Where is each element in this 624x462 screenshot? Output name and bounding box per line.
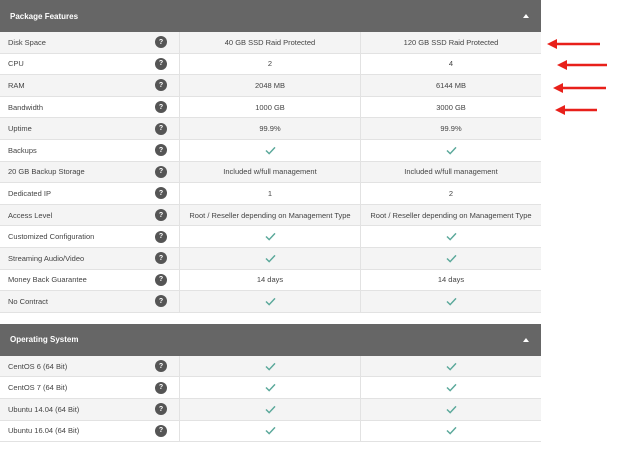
feature-label: Access Level — [8, 210, 53, 220]
feature-label: Money Back Guarantee — [8, 275, 87, 285]
checkmark-icon — [265, 383, 276, 392]
feature-label: Disk Space — [8, 37, 46, 47]
table-row — [0, 32, 541, 54]
plan-2-value — [361, 377, 541, 398]
checkmark-icon — [446, 383, 457, 392]
checkmark-icon — [446, 297, 457, 306]
feature-label: CPU — [8, 59, 24, 69]
feature-label: Dedicated IP — [8, 188, 51, 198]
plan-2-value — [361, 54, 541, 75]
value-text: 120 GB SSD Raid Protected — [403, 37, 499, 47]
checkmark-icon — [446, 254, 457, 263]
plan-2-value — [361, 248, 541, 269]
value-text: 40 GB SSD Raid Protected — [224, 37, 316, 47]
help-question-icon[interactable]: ? — [155, 209, 167, 221]
red-arrow-icon — [555, 58, 624, 72]
plan-1-value — [180, 32, 361, 53]
value-text: 14 days — [437, 275, 465, 285]
checkmark-icon — [265, 426, 276, 435]
plan-2-value — [361, 205, 541, 226]
plan-2-value — [361, 421, 541, 442]
plan-1-value — [180, 162, 361, 183]
table-row — [0, 291, 541, 313]
table-row — [0, 377, 541, 399]
feature-cell — [0, 377, 180, 398]
feature-cell — [0, 32, 180, 53]
help-question-icon[interactable]: ? — [155, 403, 167, 415]
feature-cell — [0, 162, 180, 183]
help-question-icon[interactable]: ? — [155, 101, 167, 113]
feature-cell — [0, 399, 180, 420]
feature-label: CentOS 7 (64 Bit) — [8, 383, 68, 393]
plan-2-value — [361, 140, 541, 161]
help-question-icon[interactable]: ? — [155, 187, 167, 199]
plan-1-value — [180, 248, 361, 269]
plan-1-value — [180, 118, 361, 139]
table-row — [0, 248, 541, 270]
feature-cell — [0, 248, 180, 269]
feature-label: Uptime — [8, 124, 32, 134]
value-text: 4 — [448, 59, 454, 69]
plan-2-value — [361, 291, 541, 312]
checkmark-icon — [265, 232, 276, 241]
feature-label: RAM — [8, 80, 25, 90]
plan-1-value — [180, 270, 361, 291]
table-row — [0, 399, 541, 421]
checkmark-icon — [446, 232, 457, 241]
help-question-icon[interactable]: ? — [155, 79, 167, 91]
feature-cell — [0, 291, 180, 312]
section-header[interactable] — [0, 324, 541, 356]
value-text: Included w/full management — [223, 167, 317, 177]
help-question-icon[interactable]: ? — [155, 360, 167, 372]
feature-label: Ubuntu 16.04 (64 Bit) — [8, 426, 80, 436]
checkmark-icon — [446, 362, 457, 371]
red-arrow-icon — [553, 103, 623, 117]
feature-label: Backups — [8, 145, 37, 155]
checkmark-icon — [265, 297, 276, 306]
value-text: 99.9% — [440, 124, 462, 134]
feature-cell — [0, 54, 180, 75]
plan-2-value — [361, 97, 541, 118]
table-row — [0, 162, 541, 184]
plan-1-value — [180, 54, 361, 75]
plan-1-value — [180, 75, 361, 96]
table-row — [0, 356, 541, 378]
plan-1-value — [180, 205, 361, 226]
feature-cell — [0, 226, 180, 247]
feature-cell — [0, 97, 180, 118]
table-row — [0, 226, 541, 248]
section-header[interactable] — [0, 0, 541, 32]
help-question-icon[interactable]: ? — [155, 382, 167, 394]
plan-2-value — [361, 32, 541, 53]
feature-cell — [0, 270, 180, 291]
value-text: 1 — [267, 188, 273, 198]
feature-label: Streaming Audio/Video — [8, 253, 85, 263]
table-row — [0, 140, 541, 162]
help-question-icon[interactable]: ? — [155, 252, 167, 264]
plan-2-value — [361, 183, 541, 204]
plan-1-value — [180, 421, 361, 442]
value-text: 1000 GB — [255, 102, 285, 112]
value-text: 6144 MB — [435, 80, 467, 90]
value-text: 2 — [267, 59, 273, 69]
feature-label: No Contract — [8, 296, 49, 306]
help-question-icon[interactable]: ? — [155, 231, 167, 243]
plan-1-value — [180, 97, 361, 118]
table-row — [0, 205, 541, 227]
help-question-icon[interactable]: ? — [155, 274, 167, 286]
checkmark-icon — [265, 362, 276, 371]
plan-2-value — [361, 356, 541, 377]
value-text: 2048 MB — [254, 80, 286, 90]
table-row — [0, 75, 541, 97]
collapse-caret-icon[interactable] — [523, 14, 529, 18]
value-text: Root / Reseller depending on Management Type — [370, 210, 532, 220]
value-text: 3000 GB — [436, 102, 466, 112]
plan-1-value — [180, 226, 361, 247]
feature-cell — [0, 421, 180, 442]
feature-label: CentOS 6 (64 Bit) — [8, 361, 68, 371]
plan-1-value — [180, 377, 361, 398]
feature-label: Bandwidth — [8, 102, 44, 112]
checkmark-icon — [446, 405, 457, 414]
plan-1-value — [180, 140, 361, 161]
plan-1-value — [180, 356, 361, 377]
plan-2-value — [361, 270, 541, 291]
red-arrow-icon — [545, 37, 615, 51]
table-row — [0, 54, 541, 76]
feature-cell — [0, 118, 180, 139]
value-text: 14 days — [256, 275, 284, 285]
help-question-icon[interactable]: ? — [155, 166, 167, 178]
checkmark-icon — [265, 405, 276, 414]
section-title: Operating System — [10, 335, 79, 345]
section-gap — [0, 313, 541, 324]
plan-1-value — [180, 291, 361, 312]
plan-2-value — [361, 399, 541, 420]
table-row — [0, 421, 541, 443]
feature-cell — [0, 75, 180, 96]
plan-2-value — [361, 118, 541, 139]
checkmark-icon — [265, 254, 276, 263]
collapse-caret-icon[interactable] — [523, 338, 529, 342]
plan-2-value — [361, 162, 541, 183]
plan-1-value — [180, 183, 361, 204]
help-question-icon[interactable]: ? — [155, 295, 167, 307]
feature-cell — [0, 205, 180, 226]
feature-cell — [0, 183, 180, 204]
feature-label: Ubuntu 14.04 (64 Bit) — [8, 404, 80, 414]
plan-2-value — [361, 226, 541, 247]
help-question-icon[interactable]: ? — [155, 36, 167, 48]
checkmark-icon — [446, 426, 457, 435]
value-text: Included w/full management — [404, 167, 498, 177]
feature-label: Customized Configuration — [8, 232, 95, 242]
red-arrow-icon — [551, 81, 621, 95]
feature-label: 20 GB Backup Storage — [8, 167, 85, 177]
help-question-icon[interactable]: ? — [155, 123, 167, 135]
feature-cell — [0, 356, 180, 377]
checkmark-icon — [446, 146, 457, 155]
checkmark-icon — [265, 146, 276, 155]
table-row — [0, 118, 541, 140]
help-question-icon[interactable]: ? — [155, 425, 167, 437]
section-title: Package Features — [10, 11, 79, 21]
help-question-icon[interactable]: ? — [155, 144, 167, 156]
table-row — [0, 270, 541, 292]
value-text: 2 — [448, 188, 454, 198]
plan-1-value — [180, 399, 361, 420]
feature-cell — [0, 140, 180, 161]
value-text: Root / Reseller depending on Management Type — [189, 210, 351, 220]
table-row — [0, 183, 541, 205]
table-row — [0, 97, 541, 119]
value-text: 99.9% — [259, 124, 281, 134]
help-question-icon[interactable]: ? — [155, 58, 167, 70]
plan-2-value — [361, 75, 541, 96]
